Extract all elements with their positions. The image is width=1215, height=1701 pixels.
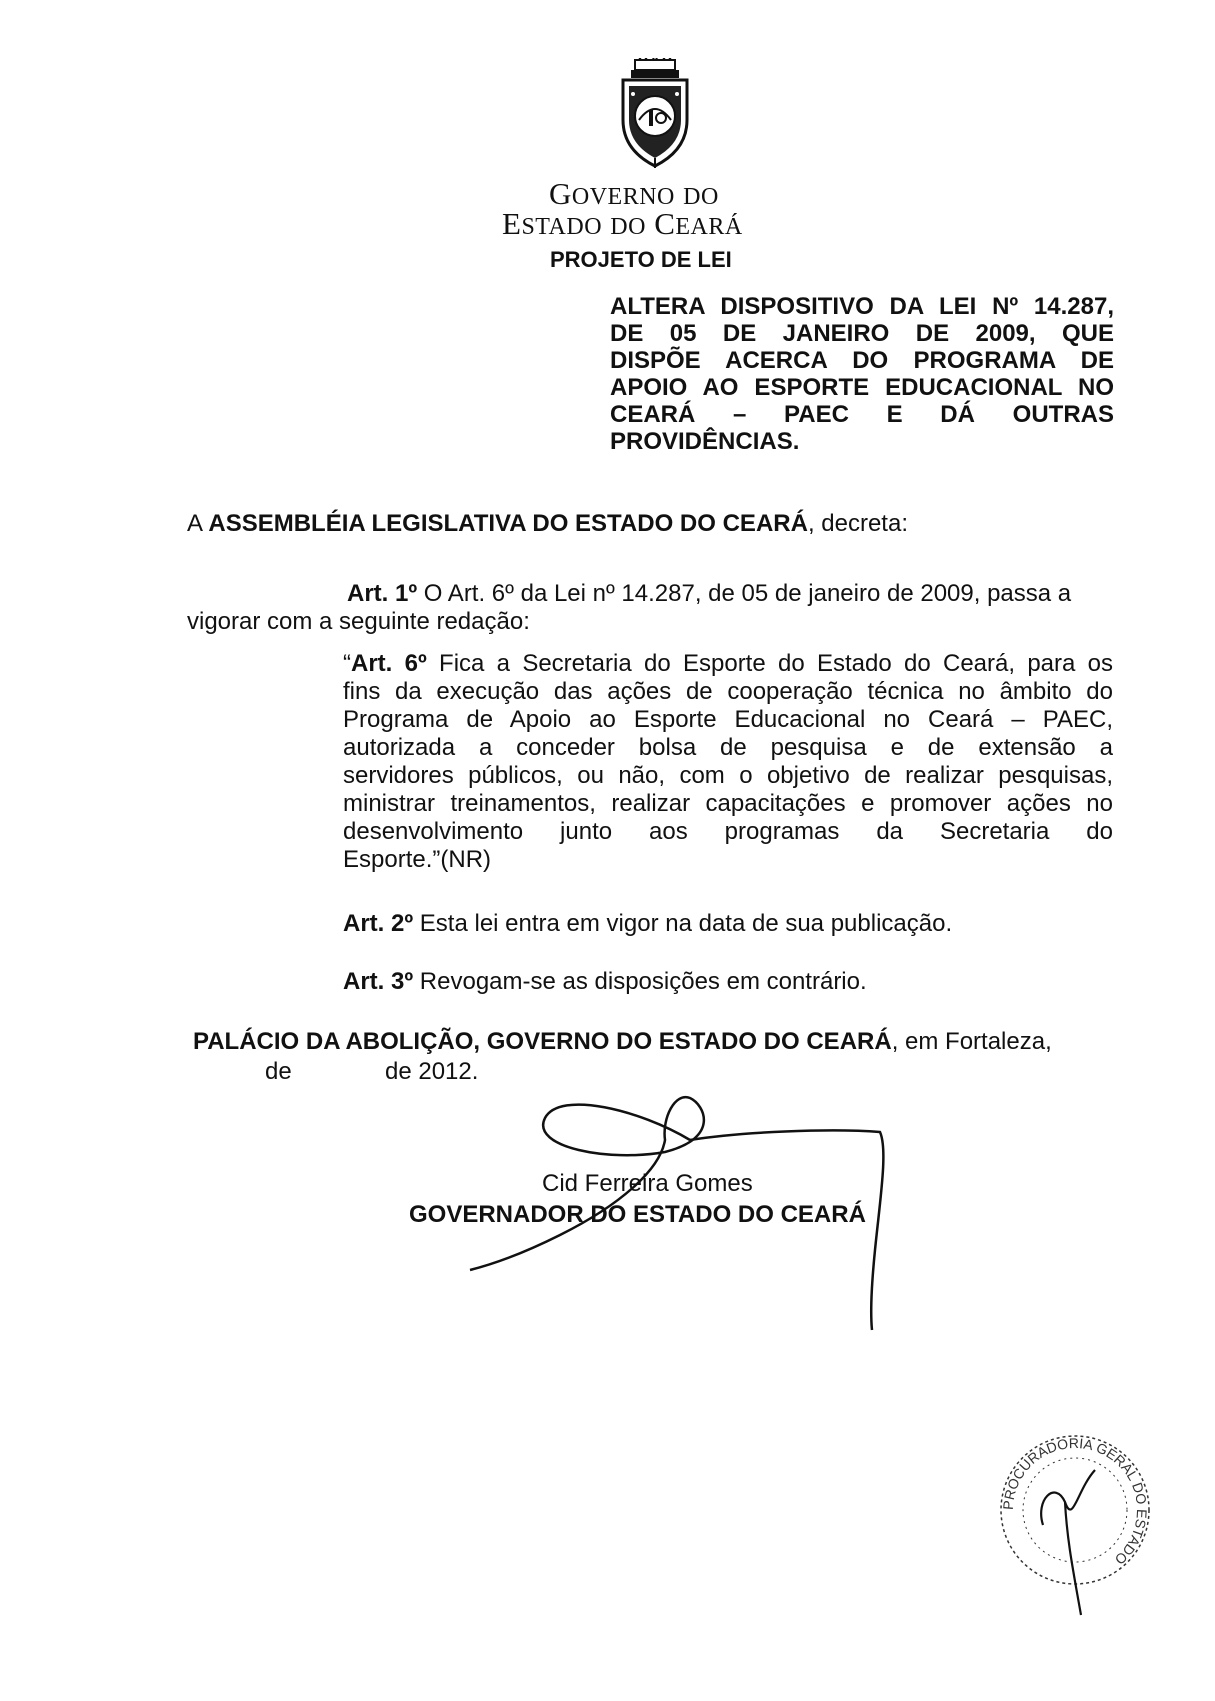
header-line-estado: ESTADO DO CEARÁ (502, 206, 743, 241)
article-label: Art. 6º (351, 650, 427, 677)
article-2: Art. 2º Esta lei entra em vigor na data de sua publicação. (343, 910, 953, 937)
ementa-line: ALTERA DISPOSITIVO DA LEI Nº 14.287, (610, 293, 1114, 320)
ementa-line: APOIO AO ESPORTE EDUCACIONAL NO (610, 374, 1114, 401)
official-stamp (995, 1430, 1155, 1620)
ementa-line: DE 05 DE JANEIRO DE 2009, QUE (610, 320, 1114, 347)
article-3: Art. 3º Revogam-se as disposições em contrário. (343, 968, 867, 995)
closing-place: PALÁCIO DA ABOLIÇÃO, GOVERNO DO ESTADO DO CEARÁ, em Fortaleza, (193, 1028, 1052, 1055)
preamble: A ASSEMBLÉIA LEGISLATIVA DO ESTADO DO CEARÁ, decreta: (187, 510, 908, 537)
ementa (610, 293, 1114, 455)
ementa-line: DISPÕE ACERCA DO PROGRAMA DE (610, 347, 1114, 374)
document-type: PROJETO DE LEI (550, 247, 732, 272)
ementa-line: CEARÁ – PAEC E DÁ OUTRAS (610, 401, 1114, 428)
svg-text:PROCURADORIA GERAL DO ESTADO (1000, 1435, 1150, 1568)
closing-date: de de 2012. (265, 1058, 479, 1085)
article-6-quote: “Art. 6º Fica a Secretaria do Esporte do Estado do Ceará, para os fins da execução das ações de cooperação técnica no âmbito do Programa de Apoio ao Esporte Educacional no Ceará – PAEC, autorizada a conceder bolsa de pesquisa e de extensão a servidores públicos, ou não, com o objetivo de realizar pesquisas, ministrar treinamentos, realizar capacitações e promover ações no desenvolvimento junto aos programas da Secretaria do Esporte.”(NR) (343, 650, 1113, 873)
ementa-line: PROVIDÊNCIAS. (610, 428, 800, 455)
state-coat-of-arms-icon (609, 58, 701, 170)
article-1: Art. 1º O Art. 6º da Lei nº 14.287, de 05 de janeiro de 2009, passa a vigorar com a seguinte redação: (187, 580, 1072, 635)
article-label: Art. 1º (347, 580, 418, 607)
stamp-text: PROCURADORIA GERAL DO ESTADO (999, 1434, 1151, 1568)
signatory-name: Cid Ferreira Gomes (542, 1170, 753, 1197)
signatory-title: GOVERNADOR DO ESTADO DO CEARÁ (409, 1201, 866, 1228)
header-line-governo: GOVERNO DO (549, 176, 719, 211)
